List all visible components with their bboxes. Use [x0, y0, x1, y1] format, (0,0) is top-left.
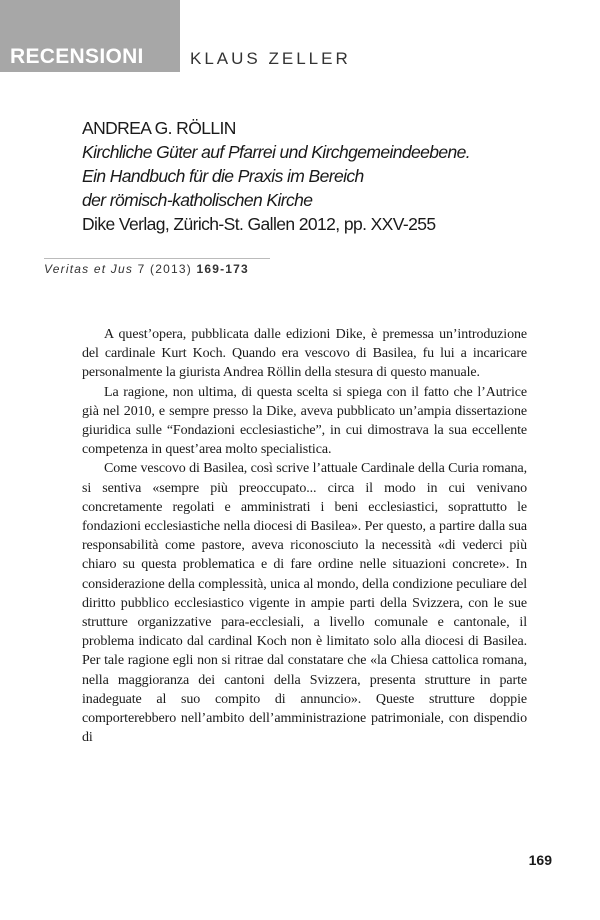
journal-volume: 7 (2013) [137, 262, 192, 276]
book-title-line-2: Ein Handbuch für die Praxis im Bereich [82, 166, 364, 186]
page-number: 169 [528, 852, 552, 868]
book-title-line-1: Kirchliche Güter auf Pfarrei und Kirchgemeindeebene. [82, 142, 471, 162]
book-title-line-3: der römisch-katholischen Kirche [82, 190, 313, 210]
review-heading [82, 116, 470, 236]
paragraph-3: Come vescovo di Basilea, così scrive l’attuale Cardinale della Curia romana, si sentiva «sempre più preoccupato... circa il modo in cui venivano concretamente regolati e amministrati i beni ecclesiastici, soprattutto le fondazioni ecclesiastiche nella diocesi di Basilea». Per questo, a partire dalla sua responsabilità come pastore, aveva riconosciuto la necessità «di vederci più chiaro su questa problematica e di fare ordine nelle situazioni concrete». In considerazione della complessità, unica al mondo, della condizione peculiare del diritto pubblico ecclesiastico vigente in ampie parti della Svizzera, con le sue strutture organizzative para-ecclesiali, a livello comunale e cantonale, il problema indicato dal cardinal Koch non è limitato solo alla diocesi di Basilea. Per tale ragione egli non si ritrae dal constatare che «la Chiesa cattolica romana, nella maggioranza dei cantoni della Svizzera, presenta strutture in parte inadeguate al suo compito di annuncio». Queste strutture doppie comporterebbero nell’ambito dell’amministrazione patrimoniale, con dispendio di [82, 461, 527, 746]
paragraph-2: La ragione, non ultima, di questa scelta si spiega con il fatto che l’Autrice già nel 2010, e sempre presso la Dike, aveva pubblicato un’ampia dissertazione giuridica sulle “Fondazioni ecclesiastiche”, in cui dimostrava la sua eccellente competenza in quest’area molto specialistica. [82, 384, 527, 458]
running-header-author: KLAUS ZELLER [190, 49, 351, 68]
book-publisher: Dike Verlag, Zürich-St. Gallen 2012, pp. XXV-255 [82, 214, 436, 234]
journal-name: Veritas et Jus [44, 262, 134, 276]
review-body [82, 325, 527, 747]
section-tab [0, 0, 180, 72]
divider-line [44, 258, 270, 259]
section-label: RECENSIONI [10, 45, 144, 68]
journal-citation [44, 262, 249, 276]
book-author: ANDREA G. RÖLLIN [82, 118, 236, 138]
paragraph-1: A quest’opera, pubblicata dalle edizioni Dike, è premessa un’introduzione del cardinale Kurt Koch. Quando era vescovo di Basilea, fu lui a incaricare personalmente la giurista Andrea Röllin della stesura di questo manuale. [82, 327, 527, 381]
journal-pages: 169-173 [196, 262, 249, 276]
